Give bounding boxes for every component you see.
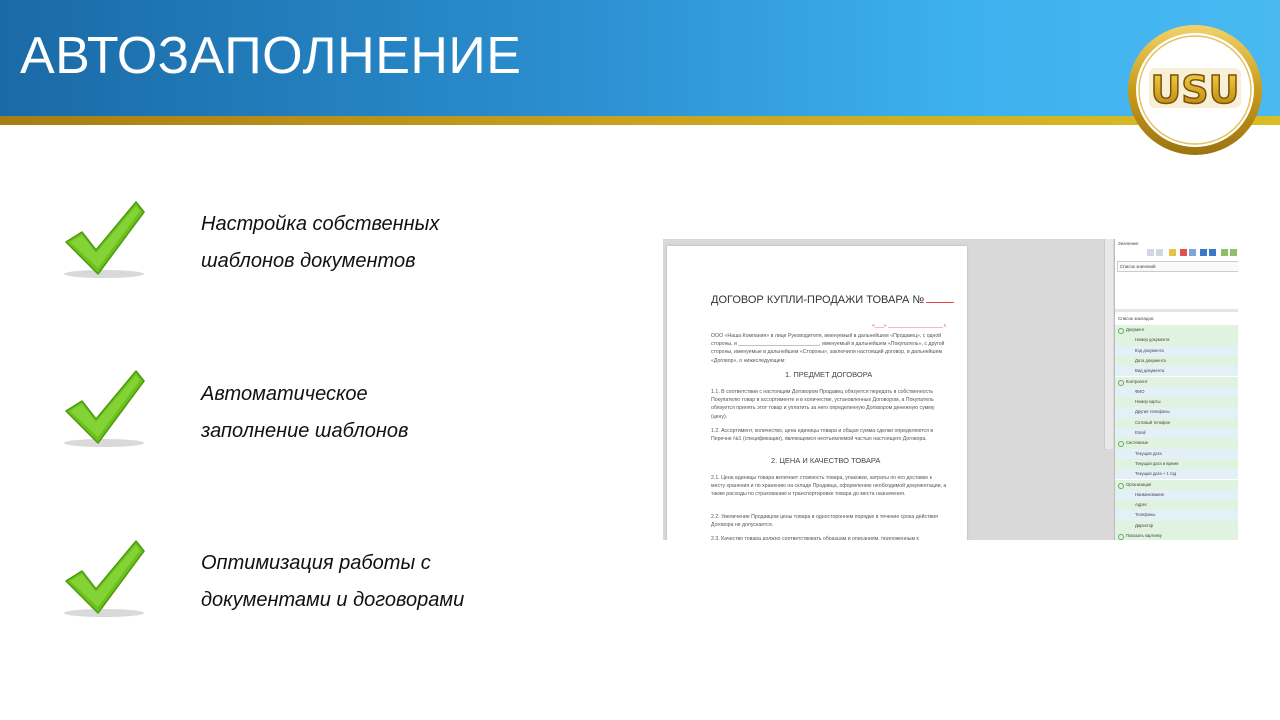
arrow-up-icon[interactable] [1200,249,1207,256]
toolbar-button[interactable] [1147,249,1154,256]
document-scrollbar[interactable] [1104,239,1113,449]
usu-logo [1125,23,1265,158]
feature-text-1: Настройка собственных шаблонов документов [201,213,440,272]
tree-item[interactable] [1115,418,1238,428]
bookmark-tree [1115,325,1238,540]
tree-item[interactable] [1115,356,1238,366]
value-label: Значение: [1118,241,1140,246]
feature-text-3: Оптимизация работы с документами и договорами [201,552,465,611]
tree-item[interactable] [1115,366,1238,376]
tree-item[interactable] [1115,397,1238,407]
document-title: ДОГОВОР КУПЛИ-ПРОДАЖИ ТОВАРА № [711,294,954,306]
document-page [667,246,967,540]
tree-item[interactable] [1115,510,1238,520]
tree-item[interactable] [1115,469,1238,479]
tree-label: Текущая дата [1135,450,1162,456]
tree-label: Контрагент [1126,378,1148,384]
tree-group[interactable] [1115,325,1238,335]
tree-item[interactable] [1115,459,1238,469]
tree-group[interactable] [1115,480,1238,490]
tree-label: Документ [1126,327,1145,332]
tree-label: Номер документа [1135,337,1170,343]
tree-label: Номер карты [1135,399,1161,405]
tree-item[interactable] [1115,387,1238,397]
toolbar-button[interactable] [1230,249,1237,256]
tree-group[interactable] [1115,438,1238,448]
tree-item[interactable] [1115,407,1238,417]
tree-group[interactable] [1115,377,1238,387]
svg-text:USU: USU [1150,68,1240,112]
bookmarks-label: Список закладок: [1118,316,1155,321]
arrow-down-icon[interactable] [1209,249,1216,256]
checkmark-icon [56,198,152,282]
expand-icon[interactable] [1118,441,1124,447]
tree-label: ФИО [1135,388,1145,394]
toolbar-button[interactable] [1156,249,1163,256]
tree-item[interactable] [1115,346,1238,356]
tree-label: Показать картинку [1126,533,1162,538]
paragraph-1-2: 1.2. Ассортимент, количество, цена единицы товара и общая сумма сделки определяются в Перечне №1 (спецификации), являющемся неотъемлемой частью настоящего Договора. [711,428,934,443]
tree-item[interactable] [1115,521,1238,531]
tree-label: Организация [1126,481,1152,487]
expand-icon[interactable] [1118,483,1124,489]
paragraph-2-1: 2.1. Цена единицы товара включает стоимость товара, упаковки, затраты по его доставке к месту хранения и по хранению на складе Продавца, оформлению необходимой документации, а также расходы по страхованию и транспортировке товара до места назначения. [711,475,947,498]
tree-label: Директор [1135,522,1154,528]
tree-label: Другие телефоны [1135,409,1170,415]
tree-item[interactable] [1115,335,1238,345]
bookmark-panel [1114,239,1238,540]
expand-icon[interactable] [1118,380,1124,386]
checkmark-icon [56,537,152,621]
section-heading-1: 1. ПРЕДМЕТ ДОГОВОРА [785,370,873,379]
values-list[interactable]: Список значений [1117,261,1238,272]
edit-icon[interactable] [1169,249,1176,256]
page-title: АВТОЗАПОЛНЕНИЕ [20,27,522,85]
expand-icon[interactable] [1118,328,1124,334]
header-stripe [0,116,1280,125]
tree-label: Код документа [1135,347,1164,353]
tree-label: Системные [1126,440,1149,446]
tree-group[interactable] [1115,531,1238,540]
tree-item[interactable] [1115,500,1238,510]
tree-item[interactable] [1115,428,1238,438]
tree-label: Сотовый телефон [1135,419,1171,425]
paragraph-2-3: 2.3. Качество товара должно соответствовать образцам и описаниям, приложенным к [711,536,919,540]
tree-label: Дата документа [1135,357,1166,363]
paragraph-2-2: 2.2. Увеличение Продавцом цены товара в одностороннем порядке в течение срока действия Договора не допускается. [711,514,938,529]
tree-item[interactable] [1115,490,1238,500]
delete-icon[interactable] [1180,249,1187,256]
section-heading-2: 2. ЦЕНА И КАЧЕСТВО ТОВАРА [771,456,881,465]
feature-text-2: Автоматическое заполнение шаблонов [201,383,409,442]
date-line: «___» ___________________ г. [872,323,947,329]
toolbar-button[interactable] [1221,249,1228,256]
intro-paragraph: ООО «Наша Компания» в лице Руководителя, именуемый в дальнейшем «Продавец», с одной стороны, и ____________________________, именуемый в дальнейшем «Покупатель», с другой стороны, именуемые в дальнейшем «Стороны», заключили настоящий договор, в дальнейшем «Договор», о нижеследующем: [711,333,945,364]
expand-icon[interactable] [1118,534,1124,540]
tree-label: Текущая дата и время [1135,460,1179,466]
panel-splitter[interactable] [1115,309,1238,312]
tree-label: Текущая дата + 1 год [1135,471,1177,477]
document-editor-screenshot [663,239,1238,540]
paragraph-1-1: 1.1. В соответствии с настоящим Договором Продавец обязуется передать в собственность Покупателю товар в ассортименте и в количестве, установленных Договором, а Покупатель обязуется принять этот товар и уплатить за него определенную Договором денежную сумму (цену). [711,389,935,420]
help-icon[interactable] [1189,249,1196,256]
tree-label: Адрес [1135,502,1147,508]
checkmark-icon [56,367,152,451]
tree-label: Email [1135,430,1146,435]
tree-label: Телефоны [1135,512,1156,518]
tree-label: Вид документа [1135,368,1165,374]
tree-item[interactable] [1115,449,1238,459]
tree-label: Наименование [1135,491,1165,497]
